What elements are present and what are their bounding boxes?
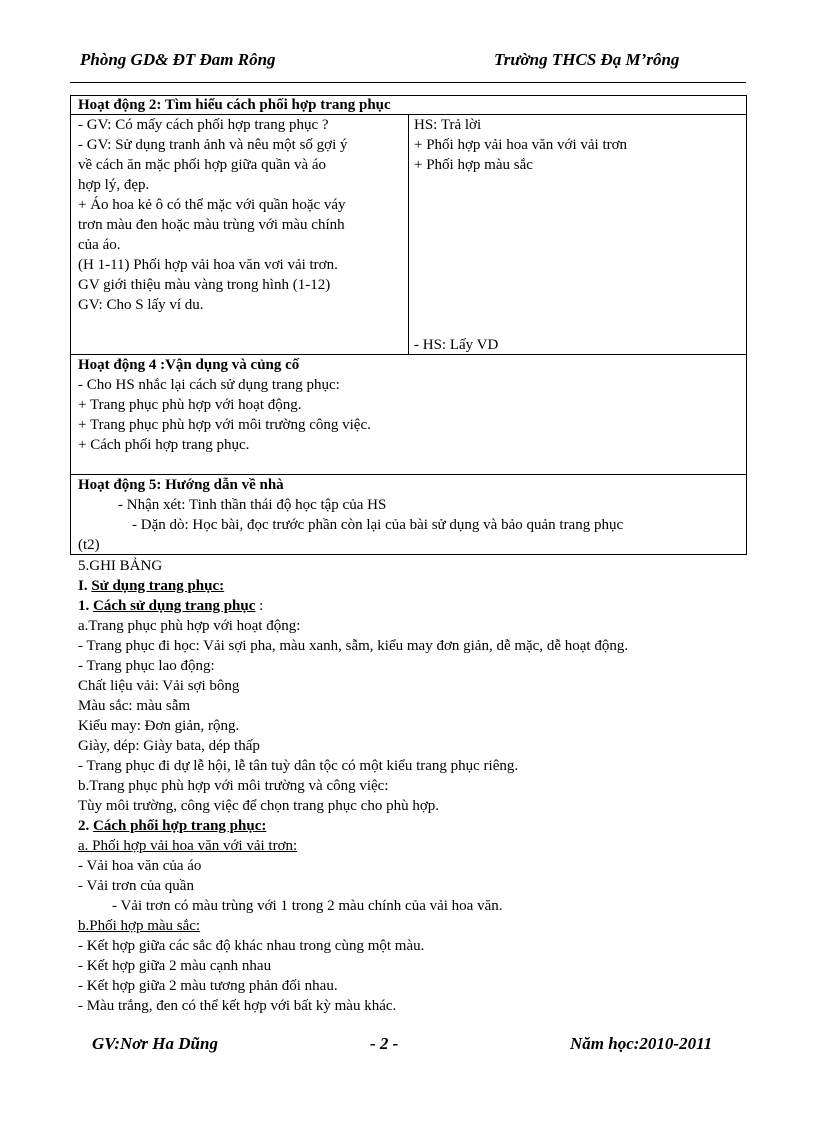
board-line: Kiểu may: Đơn giản, rộng. [78,718,240,734]
header-school-name: Trường THCS Đạ M’rông [494,50,680,69]
board-sub1 [78,597,263,616]
sub2-number: 2. [78,818,93,834]
board-sub2b: b.Phối hợp màu sắc: [78,918,201,934]
board-list-item: - Vải trơn của quần [78,878,194,894]
board-list-item: - Vải hoa văn của áo [78,858,202,874]
activity2-title: Hoạt động 2: Tìm hiểu cách phối hợp trang phục [78,97,391,113]
board-heading: 5.GHI BẢNG [78,558,163,574]
sub1-suffix: : [255,598,264,614]
footer-page-number: - 2 - [370,1034,399,1053]
board-line: - Trang phục đi học: Vải sợi pha, màu xanh, sẫm, kiểu may đơn giản, dễ mặc, dễ hoạt động. [78,638,629,654]
activity2-left-line: GV giới thiệu màu vàng trong hình (1-12) [78,277,331,293]
activity5-line: (t2) [78,537,100,553]
footer-school-year: Năm học:2010-2011 [570,1034,713,1053]
activity4-line: + Trang phục phù hợp với hoạt động. [78,397,302,413]
activity2-left-line: về cách ăn mặc phối hợp giữa quần và áo [78,157,327,173]
activity4-line: + Trang phục phù hợp với môi trường công việc. [78,417,371,433]
header-rule [70,82,746,83]
activity2-right-bottom: - HS: Lấy VD [414,337,499,353]
board-line: Tùy môi trường, công việc để chọn trang phục cho phù hợp. [78,798,439,814]
board-sub2 [78,817,266,836]
activity2-left-line: - GV: Sử dụng tranh ảnh và nêu một số gợi ý [78,137,348,153]
board-line: - Trang phục lao động: [78,658,215,674]
activity2-column-divider [408,114,409,355]
activity2-left-line: - GV: Có mấy cách phối hợp trang phục ? [78,117,329,133]
board-section1 [78,577,224,596]
activity2-left-line: + Áo hoa kẻ ô có thể mặc với quần hoặc váy [78,197,346,213]
activity5-title: Hoạt động 5: Hướng dẫn về nhà [78,477,284,493]
board-sub2a: a. Phối hợp vải hoa văn với vải trơn: [78,838,298,854]
board-line: Chất liệu vải: Vải sợi bông [78,678,240,694]
activity2-left-line: hợp lý, đẹp. [78,177,150,193]
activity4-line: - Cho HS nhắc lại cách sử dụng trang phục: [78,377,340,393]
section1-number: I. [78,578,92,594]
activity2-right-line: + Phối hợp vải hoa văn với vải trơn [414,137,628,153]
activity2-right-line: + Phối hợp màu sắc [414,157,533,173]
board-line: - Màu trắng, đen có thể kết hợp với bất kỳ màu khác. [78,998,397,1014]
board-line: - Kết hợp giữa các sắc độ khác nhau trong cùng một màu. [78,938,425,954]
footer-teacher: GV:Nơr Ha Dũng [92,1034,218,1053]
board-list-item: - Vải trơn có màu trùng với 1 trong 2 màu chính của vải hoa văn. [112,898,503,914]
activity2-left-line: (H 1-11) Phối hợp vải hoa văn vơi vải trơn. [78,257,338,273]
board-line: - Trang phục đi dự lễ hội, lễ tân tuỳ dân tộc có một kiểu trang phục riêng. [78,758,519,774]
sub2-title: Cách phối hợp trang phục: [93,818,267,834]
sub1-title: Cách sử dụng trang phục [93,598,256,614]
section1-title: Sử dụng trang phục: [91,578,225,594]
board-line: Giày, dép: Giày bata, dép thấp [78,738,260,754]
activity2-left-line: GV: Cho S lấy ví du. [78,297,204,313]
header-school-office: Phòng GD& ĐT Đam Rông [80,50,276,69]
activity2-left-line: trơn màu đen hoặc màu trùng với màu chính [78,217,345,233]
activity5-line: - Nhận xét: Tinh thần thái độ học tập của HS [118,497,387,513]
board-line: - Kết hợp giữa 2 màu tương phản đối nhau. [78,978,338,994]
activity2-left-line: của áo. [78,237,121,253]
activity2-right-line: HS: Trả lời [414,117,482,133]
activity5-line: - Dặn dò: Học bài, đọc trước phần còn lại của bài sử dụng và bảo quản trang phục [132,517,624,533]
activity4-title: Hoạt động 4 :Vận dụng và củng cố [78,357,300,373]
board-line: a.Trang phục phù hợp với hoạt động: [78,618,301,634]
activity4-line: + Cách phối hợp trang phục. [78,437,250,453]
board-line: b.Trang phục phù hợp với môi trường và công việc: [78,778,389,794]
board-line: Màu sắc: màu sẫm [78,698,191,714]
sub1-number: 1. [78,598,93,614]
board-line: - Kết hợp giữa 2 màu cạnh nhau [78,958,272,974]
